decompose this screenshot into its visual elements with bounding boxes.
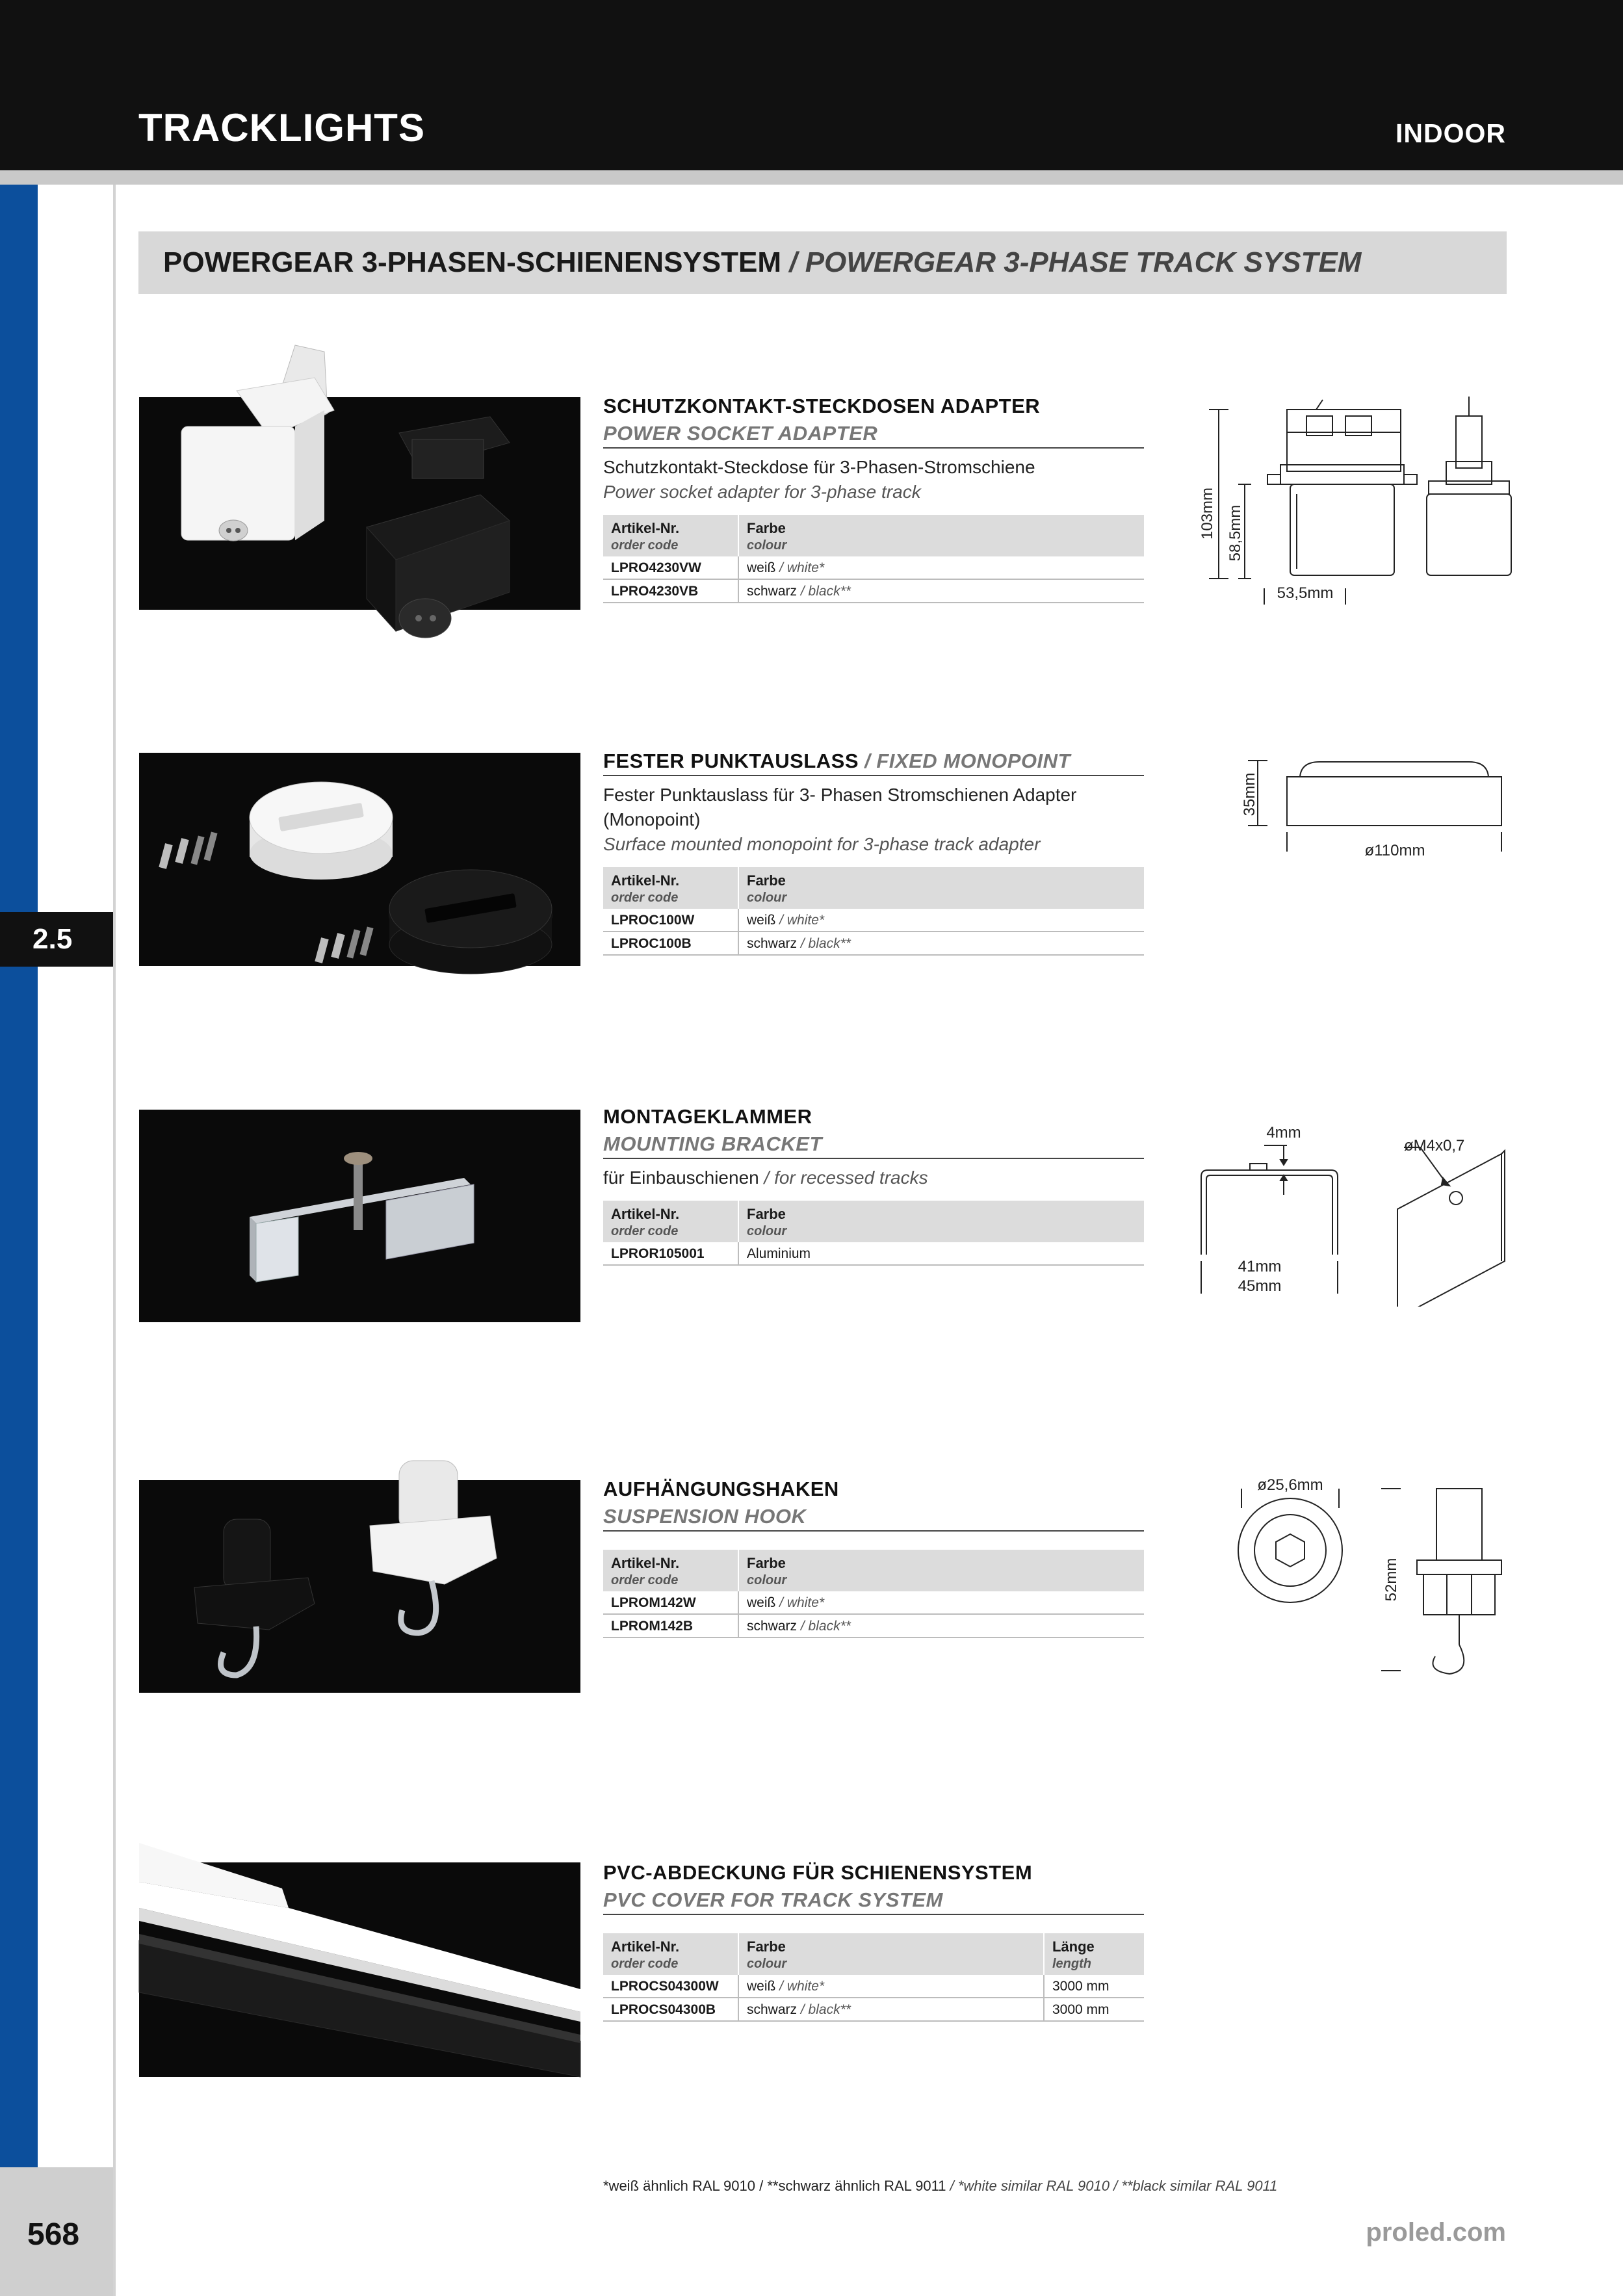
website-link[interactable]: proled.com <box>1366 2218 1506 2247</box>
product-title-en: POWER SOCKET ADAPTER <box>603 420 1144 449</box>
product-desc-de: Schutzkontakt-Steckdose für 3-Phasen-Stromschiene <box>603 457 1035 477</box>
table-row <box>603 579 1144 603</box>
colour-cell: weiß / white* <box>738 1975 1044 1998</box>
order-code: LPROC100W <box>603 909 738 932</box>
dim-gap: 4mm <box>1266 1124 1301 1141</box>
section-title-en: POWERGEAR 3-PHASE TRACK SYSTEM <box>805 246 1362 278</box>
table-header-row <box>603 515 1144 556</box>
product-title-en: MOUNTING BRACKET <box>603 1130 1144 1159</box>
dim-body-height: 58,5mm <box>1227 504 1244 562</box>
table-header-row <box>603 1201 1144 1242</box>
product-power-socket-adapter <box>603 393 1144 603</box>
spec-table <box>603 1933 1144 2022</box>
table-row <box>603 932 1144 955</box>
product-mounting-bracket <box>603 1103 1144 1266</box>
power-socket-illustration <box>139 397 580 610</box>
mounting-bracket-drawing <box>1183 1105 1521 1307</box>
drawing-suspension-hook <box>1228 1476 1514 1700</box>
col-header-colour: Farbe colour <box>738 1933 1044 1975</box>
product-title-en: SUSPENSION HOOK <box>603 1503 1144 1532</box>
category-title: TRACKLIGHTS <box>138 106 425 150</box>
order-code: LPROR105001 <box>603 1242 738 1265</box>
product-suspension-hook <box>603 1476 1144 1638</box>
mounting-bracket-illustration <box>139 1110 580 1322</box>
product-title: FESTER PUNKTAUSLASS / FIXED MONOPOINT <box>603 748 1144 776</box>
dim-height: 52mm <box>1383 1558 1400 1602</box>
product-title-en: PVC COVER FOR TRACK SYSTEM <box>603 1886 1144 1915</box>
dim-diameter: ø25,6mm <box>1257 1476 1323 1494</box>
product-fixed-monopoint <box>603 748 1144 956</box>
photo-power-socket-adapter <box>139 397 580 610</box>
spec-table <box>603 515 1144 603</box>
side-color-bar <box>0 185 38 2167</box>
order-code: LPROM142W <box>603 1591 738 1614</box>
footnote-de: *weiß ähnlich RAL 9010 / **schwarz ähnlich RAL 9011 <box>603 2178 946 2194</box>
spec-table <box>603 1201 1144 1266</box>
monopoint-illustration <box>139 753 580 966</box>
colour-cell: Aluminium <box>738 1242 1144 1265</box>
dim-height: 35mm <box>1241 772 1258 816</box>
header-divider <box>0 170 1623 185</box>
side-divider <box>113 185 116 2296</box>
dim-diameter: ø110mm <box>1364 842 1425 859</box>
photo-mounting-bracket <box>139 1110 580 1322</box>
col-header-code: Artikel-Nr. order code <box>603 1550 738 1591</box>
col-header-code: Artikel-Nr. order code <box>603 1933 738 1975</box>
table-header-row <box>603 1550 1144 1591</box>
monopoint-drawing <box>1228 748 1514 878</box>
spec-table <box>603 867 1144 956</box>
photo-fixed-monopoint <box>139 753 580 966</box>
table-row <box>603 909 1144 932</box>
order-code: LPRO4230VB <box>603 579 738 603</box>
product-title-de: MONTAGEKLAMMER <box>603 1105 812 1128</box>
section-title-sep: / <box>781 246 805 278</box>
section-label: INDOOR <box>1396 118 1506 148</box>
table-header-row <box>603 867 1144 909</box>
colour-cell: weiß / white* <box>738 1591 1144 1614</box>
page-number: 568 <box>27 2217 80 2252</box>
col-header-colour: Farbe colour <box>738 515 1144 556</box>
power-socket-drawing <box>1183 390 1521 624</box>
order-code: LPROCS04300B <box>603 1998 738 2021</box>
product-title-de: PVC-ABDECKUNG FÜR SCHIENENSYSTEM <box>603 1861 1033 1884</box>
col-header-code: Artikel-Nr. order code <box>603 867 738 909</box>
product-desc-en: Power socket adapter for 3-phase track <box>603 482 921 502</box>
drawing-power-socket-adapter <box>1183 390 1521 627</box>
col-header-length: Länge length <box>1044 1933 1144 1975</box>
section-title <box>138 231 1507 294</box>
product-desc: für Einbauschienen / for recessed tracks <box>603 1168 928 1188</box>
dim-outer-width: 45mm <box>1238 1277 1282 1295</box>
table-row <box>603 1242 1144 1265</box>
spec-table <box>603 1550 1144 1638</box>
dim-inner-width: 41mm <box>1238 1258 1282 1275</box>
table-row <box>603 1975 1144 1998</box>
drawing-mounting-bracket <box>1183 1105 1521 1310</box>
order-code: LPROCS04300W <box>603 1975 738 1998</box>
suspension-hook-illustration <box>139 1480 580 1693</box>
photo-pvc-cover <box>139 1862 580 2077</box>
footnote <box>603 2178 1277 2195</box>
product-title-de: AUFHÄNGUNGSHAKEN <box>603 1478 839 1500</box>
footnote-en: *white similar RAL 9010 / **black similar RAL 9011 <box>957 2178 1278 2194</box>
order-code: LPROC100B <box>603 932 738 955</box>
col-header-code: Artikel-Nr. order code <box>603 515 738 556</box>
photo-suspension-hook <box>139 1480 580 1693</box>
order-code: LPROM142B <box>603 1614 738 1637</box>
table-header-row <box>603 1933 1144 1975</box>
colour-cell: schwarz / black** <box>738 1614 1144 1637</box>
table-row <box>603 1591 1144 1614</box>
table-row <box>603 1998 1144 2021</box>
col-header-code: Artikel-Nr. order code <box>603 1201 738 1242</box>
product-desc-en: Surface mounted monopoint for 3-phase track adapter <box>603 834 1041 854</box>
suspension-hook-drawing <box>1228 1476 1514 1697</box>
length-cell: 3000 mm <box>1044 1998 1144 2021</box>
order-code: LPRO4230VW <box>603 556 738 579</box>
footnote-sep: / <box>946 2178 958 2194</box>
length-cell: 3000 mm <box>1044 1975 1144 1998</box>
colour-cell: schwarz / black** <box>738 932 1144 955</box>
section-title-de: POWERGEAR 3-PHASEN-SCHIENENSYSTEM <box>163 246 782 278</box>
product-pvc-cover <box>603 1859 1144 2022</box>
dim-screw: øM4x0,7 <box>1404 1137 1465 1155</box>
col-header-colour: Farbe colour <box>738 1550 1144 1591</box>
dim-height: 103mm <box>1199 487 1216 540</box>
product-desc-de: Fester Punktauslass für 3- Phasen Stromschienen Adapter (Monopoint) <box>603 785 1077 829</box>
table-row <box>603 1614 1144 1637</box>
pvc-cover-illustration <box>139 1862 580 2077</box>
table-row <box>603 556 1144 579</box>
section-tab: 2.5 <box>0 912 113 967</box>
drawing-fixed-monopoint <box>1228 748 1514 881</box>
colour-cell: schwarz / black** <box>738 579 1144 603</box>
colour-cell: weiß / white* <box>738 909 1144 932</box>
product-title-de: SCHUTZKONTAKT-STECKDOSEN ADAPTER <box>603 395 1041 417</box>
colour-cell: schwarz / black** <box>738 1998 1044 2021</box>
colour-cell: weiß / white* <box>738 556 1144 579</box>
col-header-colour: Farbe colour <box>738 1201 1144 1242</box>
col-header-colour: Farbe colour <box>738 867 1144 909</box>
dim-width: 53,5mm <box>1277 584 1334 602</box>
